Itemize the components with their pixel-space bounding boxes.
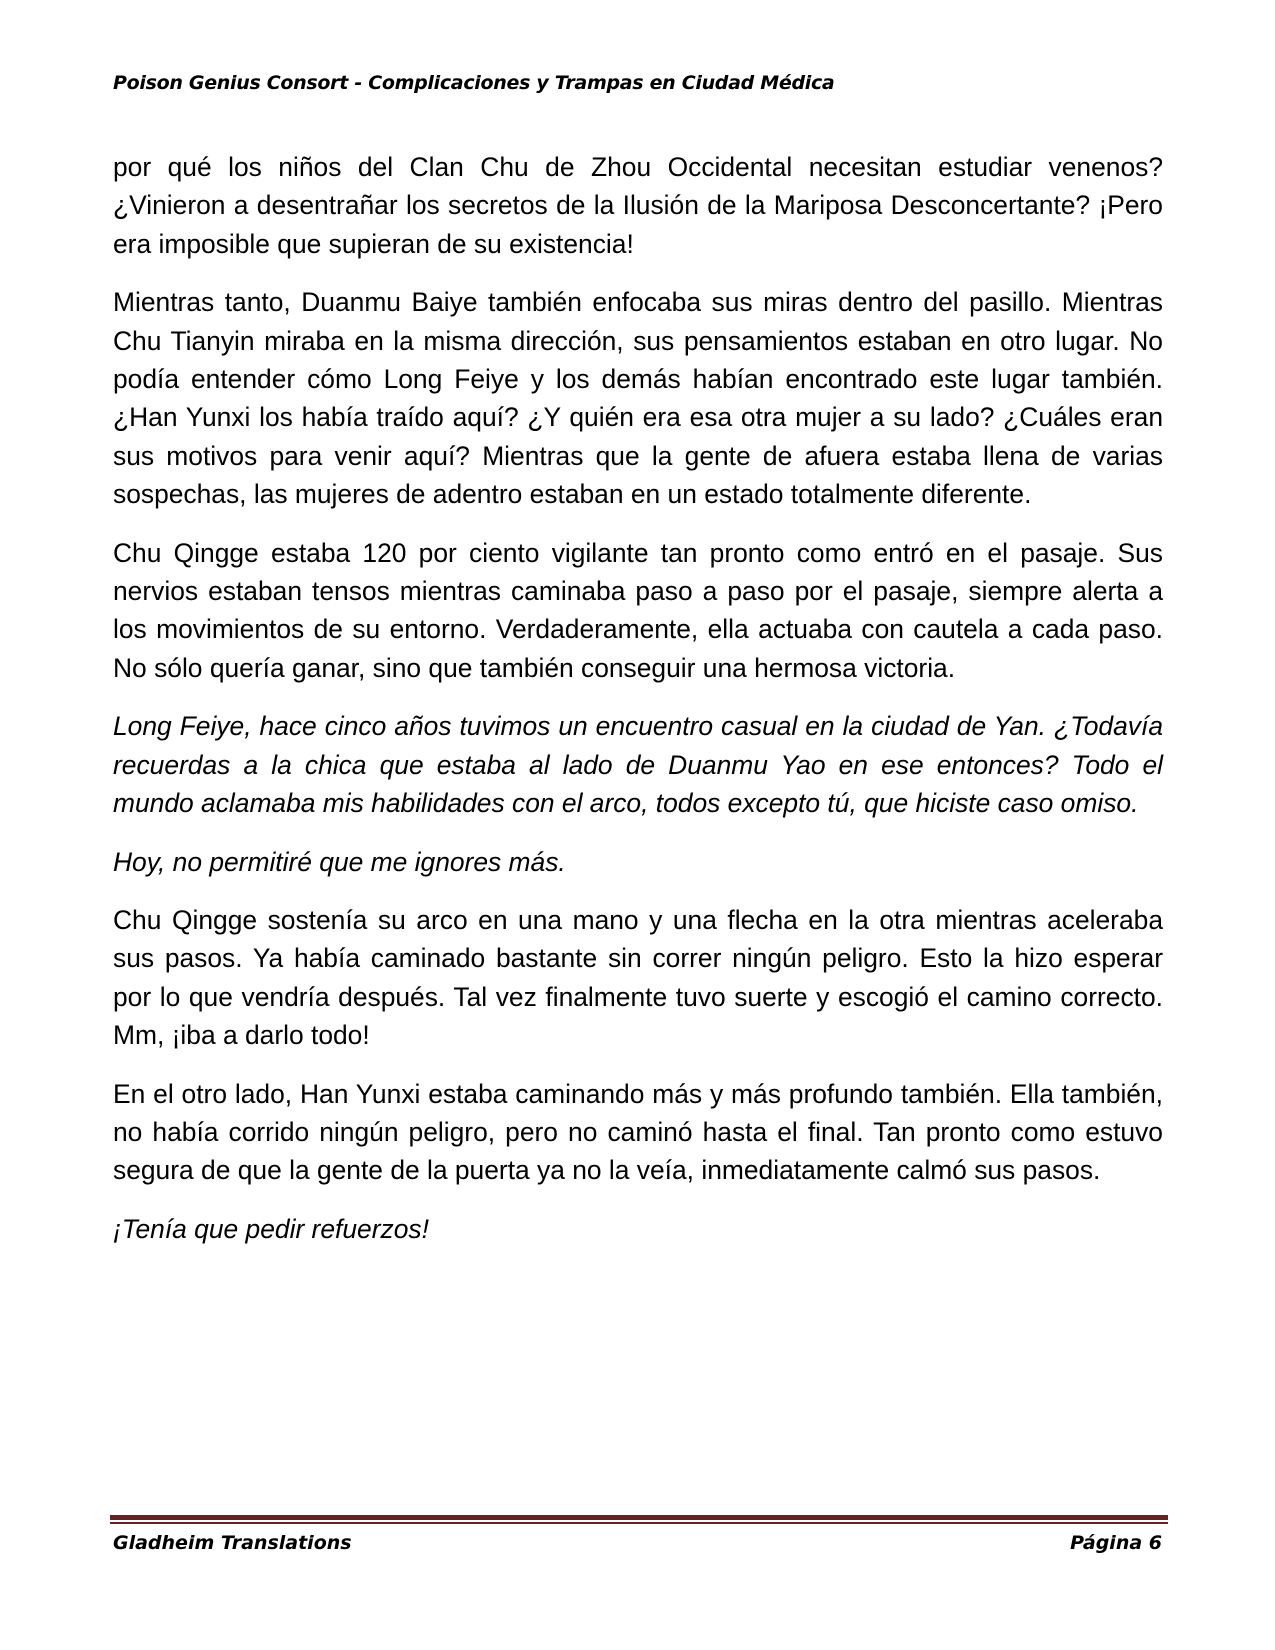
page-header: Poison Genius Consort - Complicaciones y Trampas en Ciudad Médica: [113, 72, 835, 94]
paragraph: por qué los niños del Clan Chu de Zhou Occidental necesitan estudiar venenos? ¿Vinieron a desentrañar los secretos de la Ilusión de la Mariposa Desconcertante? ¡Pero era imposible que supieran de su existencia!: [113, 152, 1163, 259]
paragraph: En el otro lado, Han Yunxi estaba caminando más y más profundo también. Ella también, no había corrido ningún peligro, pero no caminó hasta el final. Tan pronto como estuvo segura de que la gente de la puerta ya no la veía, inmediatamente calmó sus pasos.: [113, 1078, 1163, 1186]
paragraph-italic: Hoy, no permitiré que me ignores más.: [113, 846, 566, 877]
paragraph: Mientras tanto, Duanmu Baiye también enfocaba sus miras dentro del pasillo. Mientras Chu Tianyin miraba en la misma dirección, sus pensamientos estaban en otro lugar. No podía entender cómo Long Feiye y los demás habían encontrado este lugar también. ¿Han Yunxi los había traído aquí? ¿Y quién era esa otra mujer a su lado? ¿Cuáles eran sus motivos para venir aquí? Mientras que la gente de afuera estaba llena de varias sospechas, las mujeres de adentro estaban en un estado totalmente diferente.: [113, 287, 1163, 510]
paragraph-italic: ¡Tenía que pedir refuerzos!: [113, 1213, 429, 1244]
footer-rule-thin: [110, 1522, 1168, 1524]
paragraph: Chu Qingge estaba 120 por ciento vigilante tan pronto como entró en el pasaje. Sus nervios estaban tensos mientras caminaba paso a paso por el pasaje, siempre alerta a los movimientos de su entorno. Verdaderamente, ella actuaba con cautela a cada paso. No sólo quería ganar, sino que también conseguir una hermosa victoria.: [113, 537, 1163, 683]
footer-rule-thick: [110, 1515, 1168, 1520]
document-body: [113, 148, 1163, 1268]
page-number: Página 6: [1070, 1532, 1162, 1554]
paragraph: Chu Qingge sostenía su arco en una mano y una flecha en la otra mientras aceleraba sus pasos. Ya había caminado bastante sin correr ningún peligro. Esto la hizo esperar por lo que vendría después. Tal vez finalmente tuvo suerte y escogió el camino correcto. Mm, ¡iba a darlo todo!: [113, 904, 1163, 1051]
footer-publisher: Gladheim Translations: [113, 1532, 352, 1554]
paragraph-italic: Long Feiye, hace cinco años tuvimos un encuentro casual en la ciudad de Yan. ¿Todavía recuerdas a la chica que estaba al lado de Duanmu Yao en ese entonces? Todo el mundo aclamaba mis habilidades con el arco, todos excepto tú, que hiciste caso omiso.: [113, 711, 1163, 819]
